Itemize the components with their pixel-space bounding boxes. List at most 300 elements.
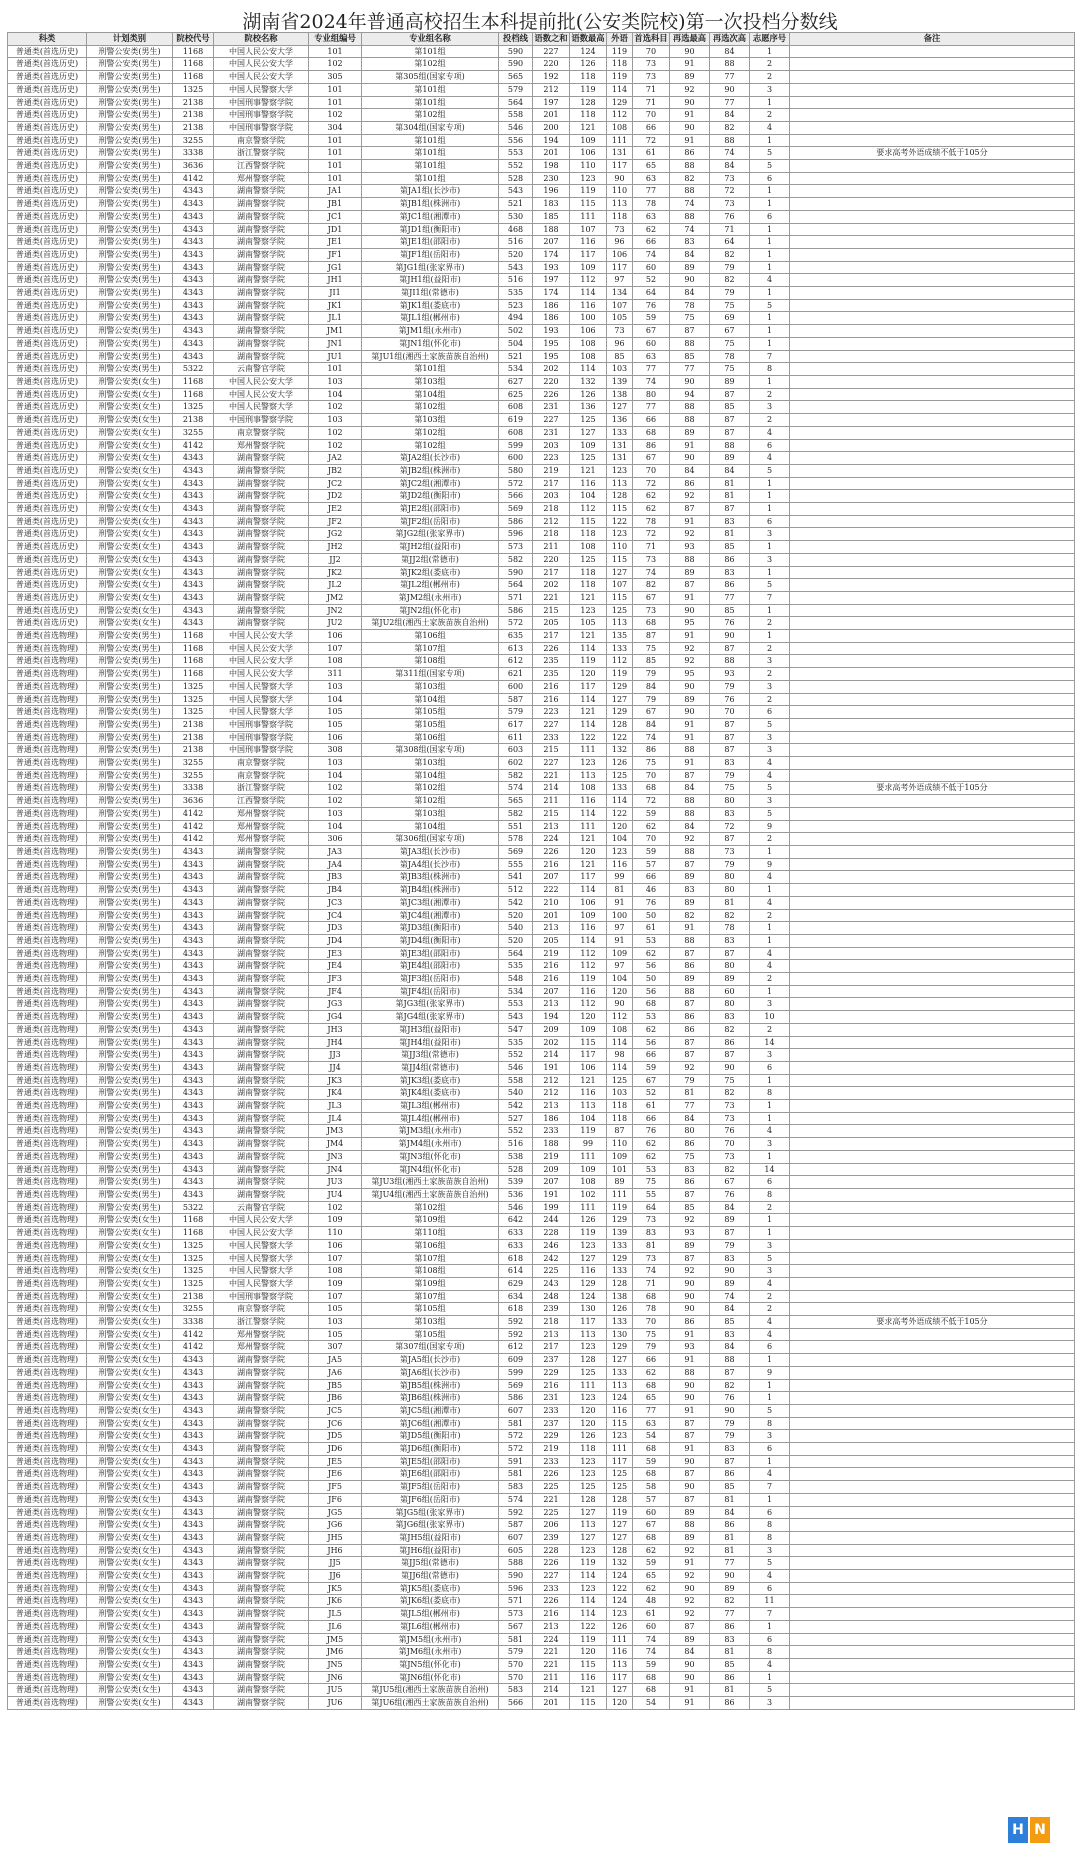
- table-cell: 1: [750, 490, 790, 503]
- table-cell: 130: [570, 1303, 607, 1316]
- table-cell: 211: [533, 541, 570, 554]
- table-cell: 第JL5组(郴州市): [362, 1608, 499, 1621]
- table-cell: 刑警公安类(女生): [87, 1620, 173, 1633]
- table-cell: 郑州警察学院: [214, 172, 309, 185]
- table-cell: 普通类(首选物理): [8, 973, 87, 986]
- table-cell: 湖南警察学院: [214, 1582, 309, 1595]
- table-cell: 67: [633, 1074, 670, 1087]
- table-cell: 第101组: [362, 172, 499, 185]
- table-cell: 71: [633, 1277, 670, 1290]
- table-cell: 573: [499, 1608, 533, 1621]
- table-cell: 90: [670, 680, 710, 693]
- table-cell: 刑警公安类(男生): [87, 1036, 173, 1049]
- table-cell: 江西警察学院: [214, 160, 309, 173]
- table-cell: 88: [670, 160, 710, 173]
- table-cell: 109: [570, 1023, 607, 1036]
- table-cell: 湖南警察学院: [214, 490, 309, 503]
- table-cell: 1: [750, 198, 790, 211]
- table-cell: 69: [710, 312, 750, 325]
- table-cell: 普通类(首选物理): [8, 630, 87, 643]
- table-cell: 579: [499, 706, 533, 719]
- table-cell: 527: [499, 1112, 533, 1125]
- table-cell: 125: [570, 553, 607, 566]
- table-row: [8, 604, 1075, 617]
- table-cell: 普通类(首选物理): [8, 1176, 87, 1189]
- table-cell: 520: [499, 934, 533, 947]
- table-cell: 224: [533, 1633, 570, 1646]
- table-cell: 219: [533, 947, 570, 960]
- table-cell: 4343: [173, 1404, 214, 1417]
- table-cell: 4343: [173, 1100, 214, 1113]
- table-cell: 82: [710, 121, 750, 134]
- table-cell: 104: [309, 388, 362, 401]
- table-cell: 湖南警察学院: [214, 998, 309, 1011]
- table-cell: 刑警公安类(男生): [87, 807, 173, 820]
- table-cell: JM5: [309, 1633, 362, 1646]
- table-cell: 刑警公安类(女生): [87, 1544, 173, 1557]
- table-cell: [790, 769, 1075, 782]
- table-cell: 普通类(首选物理): [8, 1265, 87, 1278]
- table-row: [8, 909, 1075, 922]
- table-cell: 227: [533, 757, 570, 770]
- table-cell: 74: [633, 1646, 670, 1659]
- table-cell: 80: [710, 998, 750, 1011]
- table-cell: 516: [499, 1138, 533, 1151]
- table-cell: 94: [670, 388, 710, 401]
- table-cell: 第JK6组(娄底市): [362, 1595, 499, 1608]
- table-cell: 刑警公安类(女生): [87, 452, 173, 465]
- table-cell: 第JH2组(益阳市): [362, 541, 499, 554]
- table-cell: 普通类(首选历史): [8, 401, 87, 414]
- table-cell: 南京警察学院: [214, 426, 309, 439]
- table-cell: 528: [499, 1163, 533, 1176]
- table-cell: 89: [670, 871, 710, 884]
- table-cell: 中国人民公安大学: [214, 388, 309, 401]
- table-cell: 普通类(首选物理): [8, 1100, 87, 1113]
- table-cell: 湖南警察学院: [214, 896, 309, 909]
- table-cell: [790, 363, 1075, 376]
- table-cell: 81: [670, 1087, 710, 1100]
- table-cell: 90: [670, 1379, 710, 1392]
- table-cell: 4343: [173, 1468, 214, 1481]
- table-cell: 127: [607, 401, 633, 414]
- table-cell: 第JE1组(邵阳市): [362, 236, 499, 249]
- table-cell: 592: [499, 1506, 533, 1519]
- table-cell: 4343: [173, 1430, 214, 1443]
- table-cell: 88: [670, 744, 710, 757]
- column-header: 科类: [8, 33, 87, 46]
- table-cell: 普通类(首选物理): [8, 1697, 87, 1710]
- table-cell: 103: [309, 375, 362, 388]
- table-cell: 88: [670, 1519, 710, 1532]
- table-cell: 74: [633, 375, 670, 388]
- table-cell: 92: [670, 490, 710, 503]
- table-cell: 81: [710, 528, 750, 541]
- table-cell: 129: [607, 1341, 633, 1354]
- table-cell: 633: [499, 1239, 533, 1252]
- table-cell: JE4: [309, 960, 362, 973]
- table-cell: 第JJ2组(常德市): [362, 553, 499, 566]
- table-cell: 刑警公安类(女生): [87, 528, 173, 541]
- table-cell: 1: [750, 1620, 790, 1633]
- table-cell: 139: [607, 1227, 633, 1240]
- table-cell: [790, 553, 1075, 566]
- table-cell: 86: [710, 1671, 750, 1684]
- table-cell: 104: [570, 490, 607, 503]
- table-cell: 第JH1组(益阳市): [362, 274, 499, 287]
- table-cell: 81: [710, 1684, 750, 1697]
- table-cell: 3: [750, 1430, 790, 1443]
- table-cell: 湖南警察学院: [214, 922, 309, 935]
- table-cell: 68: [633, 1531, 670, 1544]
- table-cell: 4343: [173, 1061, 214, 1074]
- table-row: [8, 248, 1075, 261]
- table-cell: [790, 1659, 1075, 1672]
- table-cell: 第JB2组(株洲市): [362, 464, 499, 477]
- table-row: [8, 503, 1075, 516]
- table-cell: 第JU5组(湘西土家族苗族自治州): [362, 1684, 499, 1697]
- table-cell: 68: [633, 1379, 670, 1392]
- table-cell: 第102组: [362, 109, 499, 122]
- table-cell: 4343: [173, 909, 214, 922]
- table-row: [8, 782, 1075, 795]
- table-cell: 113: [607, 1379, 633, 1392]
- column-header: 语数最高: [570, 33, 607, 46]
- table-cell: 121: [570, 1684, 607, 1697]
- table-cell: 87: [710, 642, 750, 655]
- table-cell: 108: [309, 1265, 362, 1278]
- table-cell: 普通类(首选历史): [8, 83, 87, 96]
- table-cell: 1: [750, 312, 790, 325]
- table-cell: 77: [633, 1404, 670, 1417]
- table-cell: 第JA3组(长沙市): [362, 846, 499, 859]
- table-cell: 214: [533, 1684, 570, 1697]
- table-cell: 244: [533, 1214, 570, 1227]
- table-cell: 4343: [173, 452, 214, 465]
- table-cell: 590: [499, 45, 533, 58]
- table-cell: 郑州警察学院: [214, 820, 309, 833]
- table-cell: [790, 426, 1075, 439]
- table-cell: 普通类(首选物理): [8, 731, 87, 744]
- table-cell: 83: [710, 757, 750, 770]
- table-cell: 73: [633, 1252, 670, 1265]
- table-cell: 90: [710, 1061, 750, 1074]
- table-cell: 516: [499, 236, 533, 249]
- table-cell: 第JB4组(株洲市): [362, 884, 499, 897]
- table-cell: 普通类(首选历史): [8, 477, 87, 490]
- table-cell: 86: [670, 147, 710, 160]
- table-cell: 普通类(首选物理): [8, 985, 87, 998]
- table-cell: 2138: [173, 731, 214, 744]
- table-cell: 129: [607, 96, 633, 109]
- table-cell: 87: [710, 1227, 750, 1240]
- table-cell: 93: [710, 668, 750, 681]
- table-cell: 普通类(首选物理): [8, 934, 87, 947]
- table-cell: [790, 960, 1075, 973]
- table-cell: 普通类(首选历史): [8, 325, 87, 338]
- table-cell: 61: [633, 1608, 670, 1621]
- table-cell: 226: [533, 642, 570, 655]
- table-cell: 湖南警察学院: [214, 1671, 309, 1684]
- table-cell: 48: [633, 1595, 670, 1608]
- table-cell: 77: [710, 1608, 750, 1621]
- table-cell: 第JB1组(株洲市): [362, 198, 499, 211]
- table-row: [8, 553, 1075, 566]
- table-cell: [790, 134, 1075, 147]
- table-cell: 湖南警察学院: [214, 960, 309, 973]
- table-cell: 56: [633, 985, 670, 998]
- table-cell: 第JL6组(郴州市): [362, 1620, 499, 1633]
- table-cell: 第308组(国家专项): [362, 744, 499, 757]
- table-cell: 刑警公安类(男生): [87, 820, 173, 833]
- table-cell: 86: [633, 744, 670, 757]
- table-cell: 中国人民警察大学: [214, 1277, 309, 1290]
- table-cell: 第306组(国家专项): [362, 833, 499, 846]
- table-row: [8, 223, 1075, 236]
- table-cell: 第311组(国家专项): [362, 668, 499, 681]
- table-cell: 106: [570, 896, 607, 909]
- table-cell: [790, 858, 1075, 871]
- table-cell: 郑州警察学院: [214, 807, 309, 820]
- table-row: [8, 1100, 1075, 1113]
- table-cell: [790, 1608, 1075, 1621]
- table-cell: 111: [607, 134, 633, 147]
- table-cell: 刑警公安类(男生): [87, 1176, 173, 1189]
- table-cell: 4343: [173, 1112, 214, 1125]
- table-cell: 104: [309, 769, 362, 782]
- table-cell: 68: [633, 782, 670, 795]
- table-cell: 112: [570, 960, 607, 973]
- table-cell: 浙江警察学院: [214, 147, 309, 160]
- table-cell: 67: [633, 591, 670, 604]
- table-cell: 6: [750, 706, 790, 719]
- table-cell: 91: [670, 515, 710, 528]
- table-cell: 83: [710, 1011, 750, 1024]
- table-cell: JA1: [309, 185, 362, 198]
- table-cell: 第JH4组(益阳市): [362, 1036, 499, 1049]
- table-cell: 599: [499, 439, 533, 452]
- table-cell: 205: [533, 934, 570, 947]
- table-cell: 217: [533, 566, 570, 579]
- table-cell: 109: [309, 1277, 362, 1290]
- table-cell: 66: [633, 1049, 670, 1062]
- table-cell: 普通类(首选物理): [8, 1620, 87, 1633]
- table-cell: [790, 1455, 1075, 1468]
- table-cell: 普通类(首选物理): [8, 1036, 87, 1049]
- table-cell: 5: [750, 160, 790, 173]
- table-cell: 112: [570, 998, 607, 1011]
- table-cell: 535: [499, 960, 533, 973]
- table-cell: 68: [633, 1443, 670, 1456]
- table-cell: 刑警公安类(女生): [87, 1227, 173, 1240]
- table-cell: 122: [570, 731, 607, 744]
- table-cell: [790, 1138, 1075, 1151]
- table-cell: [790, 1252, 1075, 1265]
- table-cell: 521: [499, 198, 533, 211]
- table-cell: 湖南警察学院: [214, 973, 309, 986]
- table-cell: 普通类(首选物理): [8, 1188, 87, 1201]
- table-cell: 586: [499, 1392, 533, 1405]
- table-cell: 4343: [173, 1570, 214, 1583]
- table-cell: 85: [710, 1316, 750, 1329]
- table-row: [8, 172, 1075, 185]
- table-cell: 1168: [173, 668, 214, 681]
- table-cell: 125: [570, 452, 607, 465]
- table-cell: 4343: [173, 604, 214, 617]
- table-cell: [790, 185, 1075, 198]
- table-cell: 63: [633, 1417, 670, 1430]
- table-cell: 6: [750, 210, 790, 223]
- table-cell: 583: [499, 1481, 533, 1494]
- table-cell: 第JM3组(永州市): [362, 1125, 499, 1138]
- table-cell: 67: [710, 1176, 750, 1189]
- table-cell: 4343: [173, 1659, 214, 1672]
- table-cell: 103: [309, 1316, 362, 1329]
- table-cell: 110: [607, 541, 633, 554]
- table-cell: 555: [499, 858, 533, 871]
- table-cell: [790, 579, 1075, 592]
- table-cell: 云南警官学院: [214, 363, 309, 376]
- table-cell: 126: [570, 1430, 607, 1443]
- table-cell: 101: [309, 147, 362, 160]
- table-cell: 1: [750, 45, 790, 58]
- table-cell: 第JJ5组(常德市): [362, 1557, 499, 1570]
- table-cell: 74: [710, 1290, 750, 1303]
- table-cell: 570: [499, 1659, 533, 1672]
- table-cell: [790, 1595, 1075, 1608]
- table-cell: [790, 401, 1075, 414]
- table-row: [8, 1176, 1075, 1189]
- table-row: [8, 83, 1075, 96]
- table-cell: 2: [750, 1290, 790, 1303]
- table-cell: 81: [710, 1493, 750, 1506]
- table-cell: 要求高考外语成绩不低于105分: [790, 1316, 1075, 1329]
- table-cell: 中国刑事警察学院: [214, 96, 309, 109]
- table-cell: 614: [499, 1265, 533, 1278]
- table-cell: 62: [633, 1544, 670, 1557]
- table-cell: 106: [309, 630, 362, 643]
- table-cell: 湖南警察学院: [214, 1188, 309, 1201]
- table-cell: 101: [309, 45, 362, 58]
- table-cell: 第JK4组(娄底市): [362, 1087, 499, 1100]
- table-cell: 564: [499, 579, 533, 592]
- table-cell: JL5: [309, 1608, 362, 1621]
- table-cell: 74: [633, 1633, 670, 1646]
- table-cell: JE6: [309, 1468, 362, 1481]
- table-cell: 4343: [173, 1633, 214, 1646]
- table-cell: 211: [533, 795, 570, 808]
- table-cell: 552: [499, 1049, 533, 1062]
- table-cell: [790, 1290, 1075, 1303]
- table-cell: JD3: [309, 922, 362, 935]
- table-cell: 191: [533, 1061, 570, 1074]
- table-cell: 102: [309, 1201, 362, 1214]
- table-cell: 1168: [173, 1214, 214, 1227]
- table-cell: 82: [710, 1595, 750, 1608]
- table-cell: 213: [533, 998, 570, 1011]
- table-cell: 中国刑事警察学院: [214, 731, 309, 744]
- table-row: [8, 1214, 1075, 1227]
- table-cell: 130: [607, 1328, 633, 1341]
- table-row: [8, 1074, 1075, 1087]
- table-cell: 4343: [173, 1150, 214, 1163]
- table-cell: 218: [533, 528, 570, 541]
- table-cell: 218: [533, 1316, 570, 1329]
- table-cell: 普通类(首选历史): [8, 287, 87, 300]
- table-cell: 118: [607, 58, 633, 71]
- table-cell: JE3: [309, 947, 362, 960]
- table-cell: 125: [570, 1481, 607, 1494]
- table-cell: 113: [607, 1659, 633, 1672]
- table-row: [8, 1443, 1075, 1456]
- table-cell: 608: [499, 401, 533, 414]
- table-cell: 119: [570, 655, 607, 668]
- table-cell: 87: [710, 1366, 750, 1379]
- table-cell: 504: [499, 337, 533, 350]
- table-cell: 535: [499, 287, 533, 300]
- table-cell: 刑警公安类(男生): [87, 744, 173, 757]
- table-cell: 86: [710, 579, 750, 592]
- table-cell: 91: [670, 58, 710, 71]
- column-header: 外语: [607, 33, 633, 46]
- table-cell: 4343: [173, 325, 214, 338]
- table-cell: 73: [710, 172, 750, 185]
- table-cell: 76: [710, 1188, 750, 1201]
- table-cell: 62: [633, 1138, 670, 1151]
- table-cell: 216: [533, 960, 570, 973]
- table-cell: 552: [499, 160, 533, 173]
- table-cell: 85: [710, 604, 750, 617]
- table-cell: 93: [670, 1341, 710, 1354]
- table-cell: 湖南警察学院: [214, 1100, 309, 1113]
- table-cell: 普通类(首选物理): [8, 1481, 87, 1494]
- table-cell: 88: [670, 553, 710, 566]
- table-cell: 普通类(首选历史): [8, 375, 87, 388]
- table-cell: JD5: [309, 1430, 362, 1443]
- table-cell: 74: [633, 566, 670, 579]
- table-cell: 普通类(首选历史): [8, 515, 87, 528]
- table-cell: 201: [533, 909, 570, 922]
- table-cell: 201: [533, 147, 570, 160]
- table-cell: 117: [607, 1671, 633, 1684]
- table-cell: 73: [633, 553, 670, 566]
- table-cell: 4343: [173, 541, 214, 554]
- table-cell: 578: [499, 833, 533, 846]
- table-cell: 75: [710, 1074, 750, 1087]
- table-row: [8, 1265, 1075, 1278]
- table-cell: 128: [570, 96, 607, 109]
- table-cell: 62: [633, 820, 670, 833]
- table-cell: 112: [607, 109, 633, 122]
- table-cell: 590: [499, 566, 533, 579]
- table-cell: 第JD5组(衡阳市): [362, 1430, 499, 1443]
- table-cell: 刑警公安类(男生): [87, 1201, 173, 1214]
- table-cell: 135: [607, 630, 633, 643]
- table-cell: 75: [710, 299, 750, 312]
- table-cell: 普通类(首选物理): [8, 1659, 87, 1672]
- table-row: [8, 1493, 1075, 1506]
- table-cell: 558: [499, 109, 533, 122]
- table-cell: 第JA4组(长沙市): [362, 858, 499, 871]
- column-header: 志愿序号: [750, 33, 790, 46]
- table-cell: 83: [710, 1328, 750, 1341]
- table-cell: 2: [750, 58, 790, 71]
- table-cell: 4343: [173, 1443, 214, 1456]
- table-cell: 5: [750, 807, 790, 820]
- table-cell: 3: [750, 655, 790, 668]
- table-cell: 88: [710, 134, 750, 147]
- table-cell: 541: [499, 871, 533, 884]
